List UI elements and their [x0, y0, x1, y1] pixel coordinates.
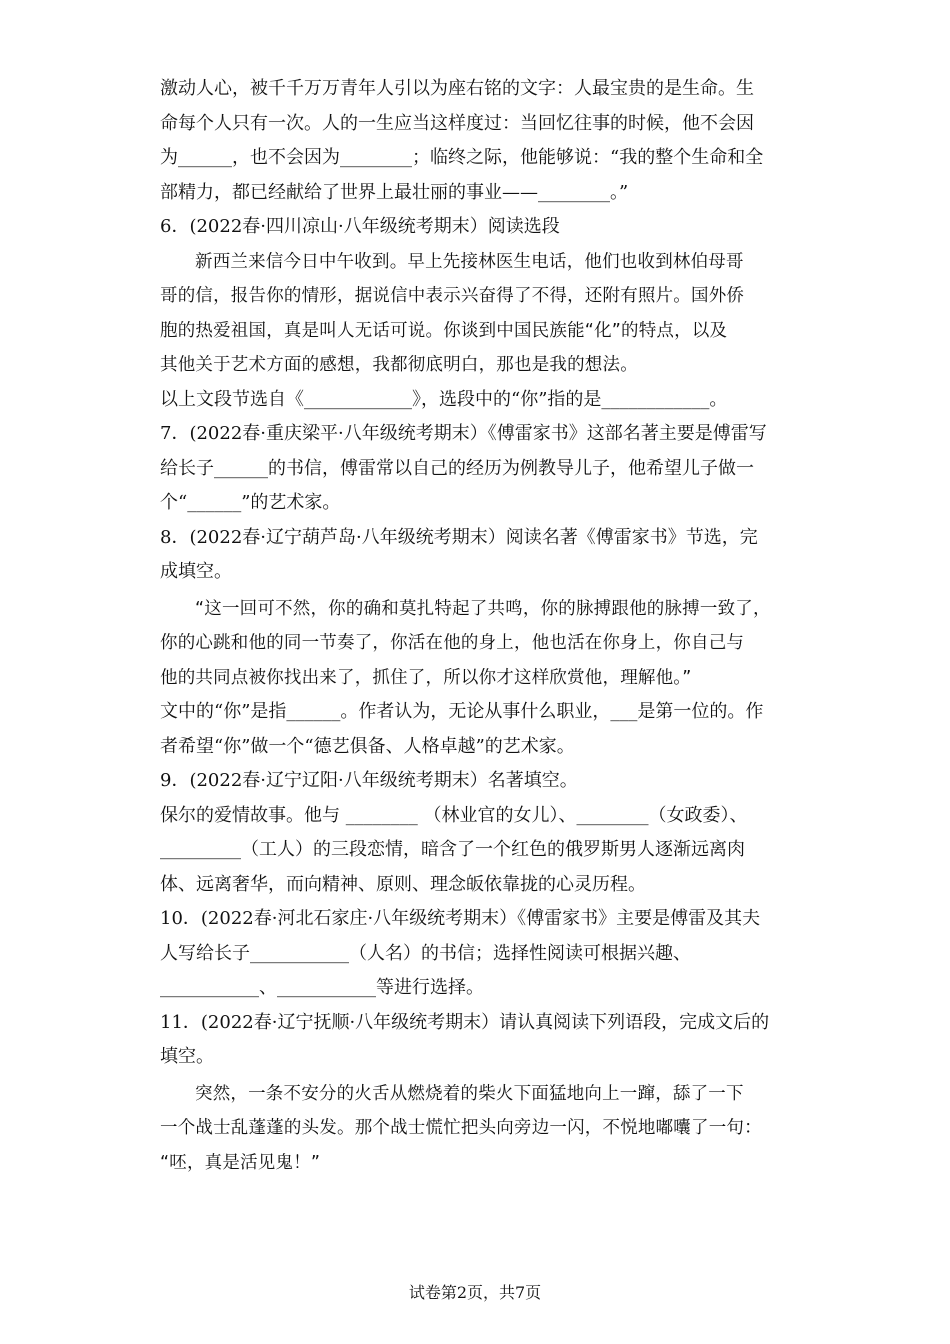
- question-10: [160, 902, 792, 1006]
- question-header: 10．(2022春·河北石家庄·八年级统考期末）《傅雷家书》主要是傅雷及其夫: [160, 908, 761, 929]
- question-header: 7．(2022春·重庆梁平·八年级统考期末）《傅雷家书》这部名著主要是傅雷写: [160, 423, 767, 444]
- page-footer: 试卷第2页，共7页: [408, 1283, 542, 1302]
- text-line: 命每个人只有一次。人的一生应当这样度过：当回忆往事的时候，他不会因: [160, 112, 754, 134]
- passage-line: 其他关于艺术方面的感想，我都彻底明白，那也是我的想法。: [160, 355, 638, 375]
- question-6: [160, 210, 792, 417]
- question-8: [160, 521, 792, 765]
- passage-line: 哥的信，报告你的情形，据说信中表示兴奋得了不得，还附有照片。国外侨: [160, 286, 745, 306]
- text-line: 部精力，都已经献给了世界上最壮丽的事业——________。”: [160, 181, 629, 203]
- text-line: 为______，也不会因为________；临终之际，他能够说：“我的整个生命和全: [160, 147, 764, 168]
- text-line: 给长子______的书信，傅雷常以自己的经历为例教导儿子，他希望儿子做一: [160, 457, 754, 479]
- question-5-continued: [160, 72, 792, 210]
- reading-passage: [160, 245, 792, 383]
- fill-in-question: 以上文段节选自《____________》，选段中的“你”指的是____________。: [160, 388, 728, 410]
- page-content: [160, 72, 792, 1180]
- passage-line: 新西兰来信今日中午收到。早上先接林医生电话，他们也收到林伯母哥: [195, 251, 744, 272]
- passage-line: 一个战士乱蓬蓬的头发。那个战士慌忙把头向旁边一闪，不悦地嘟囔了一句：: [160, 1118, 762, 1138]
- text-line: 填空。: [160, 1046, 214, 1067]
- text-line: 人写给长子___________（人名）的书信；选择性阅读可根据兴趣、: [160, 942, 691, 964]
- passage-line: 突然，一条不安分的火舌从燃烧着的柴火下面猛地向上一蹿，舔了一下: [195, 1083, 744, 1104]
- text-line: 个“______”的艺术家。: [160, 492, 341, 513]
- reading-passage: [160, 592, 792, 696]
- question-header: 11．(2022春·辽宁抚顺·八年级统考期末）请认真阅读下列语段，完成文后的: [160, 1011, 770, 1033]
- question-11: [160, 1006, 792, 1181]
- fill-in-question: 保尔的爱情故事。他与 ________ （林业官的女儿）、________（女政委）、: [160, 804, 748, 826]
- question-7: [160, 417, 792, 521]
- text-line: 者希望“你”做一个“德艺俱备、人格卓越”的艺术家。: [160, 735, 575, 757]
- text-line: _________（工人）的三段恋情，暗含了一个红色的俄罗斯男人逐渐远离肉: [160, 839, 745, 860]
- question-header: 6．(2022春·四川凉山·八年级统考期末）阅读选段: [160, 216, 560, 237]
- text-line: 体、远离奢华，而向精神、原则、理念皈依靠拢的心灵历程。: [160, 873, 646, 895]
- fill-in-question: 文中的“你”是指______。作者认为，无论从事什么职业，___是第一位的。作: [160, 701, 764, 722]
- question-9: [160, 764, 792, 902]
- reading-passage: [160, 1077, 792, 1181]
- passage-line: 他的共同点被你找出来了，抓住了，所以你才这样欣赏他，理解他。”: [160, 667, 692, 688]
- passage-line: “这一回可不然，你的确和莫扎特起了共鸣，你的脉搏跟他的脉搏一致了，: [195, 598, 771, 619]
- question-header: 9．(2022春·辽宁辽阳·八年级统考期末）名著填空。: [160, 770, 578, 791]
- text-line: 激动人心，被千千万万青年人引以为座右铭的文字：人最宝贵的是生命。生: [160, 78, 754, 99]
- text-line: ___________、___________等进行选择。: [160, 977, 484, 998]
- text-line: 成填空。: [160, 561, 232, 582]
- passage-line: 你的心跳和他的同一节奏了，你活在他的身上，他也活在你身上，你自己与: [160, 633, 745, 653]
- question-header: 8．(2022春·辽宁葫芦岛·八年级统考期末）阅读名著《傅雷家书》节选，完: [160, 526, 758, 548]
- passage-line: “呸，真是活见鬼！”: [160, 1152, 321, 1173]
- passage-line: 胞的热爱祖国，真是叫人无话可说。你谈到中国民族能“化”的特点，以及: [160, 320, 728, 341]
